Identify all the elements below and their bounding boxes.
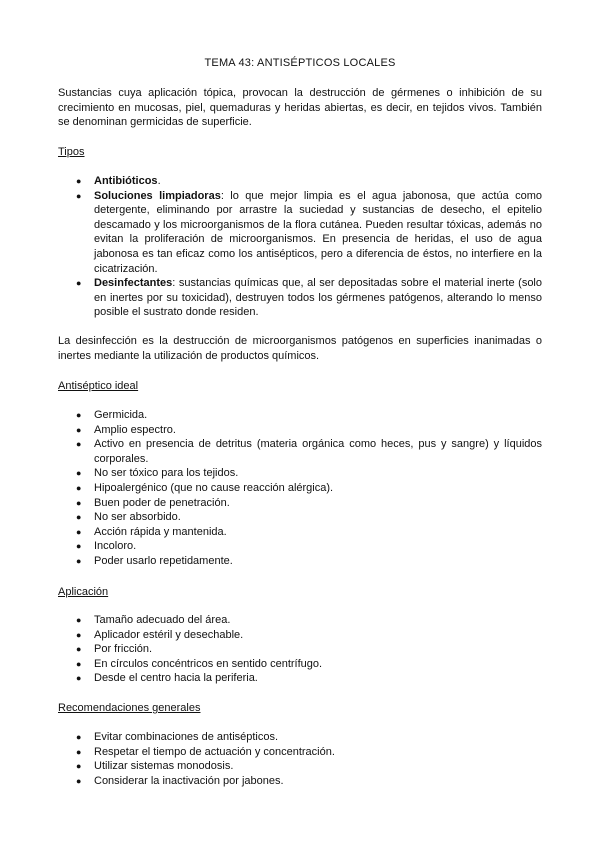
list-item — [58, 745, 542, 760]
bullet-icon: ● — [76, 424, 82, 435]
document-title: TEMA 43: ANTISÉPTICOS LOCALES — [204, 57, 396, 69]
list-item-text: Poder usarlo repetidamente. — [94, 554, 233, 567]
aplicacion-heading: Aplicación — [58, 586, 109, 598]
recomendaciones-list-block — [58, 730, 542, 788]
list-item-text: Hipoalergénico (que no cause reacción alérgica). — [94, 481, 334, 494]
list-item-text: Desde el centro hacia la periferia. — [94, 672, 258, 685]
list-item-text: En círculos concéntricos en sentido centrífugo. — [94, 657, 323, 670]
ideal-list-block — [58, 408, 542, 569]
list-item — [58, 408, 542, 423]
list-item-text: Considerar la inactivación por jabones. — [94, 774, 284, 787]
list-item — [58, 276, 542, 320]
list-item-text: Por fricción. — [94, 643, 153, 656]
list-item — [58, 481, 542, 496]
list-item-text: Activo en presencia de detritus (materia orgánica como heces, pus y sangre) y líquidos corporales. — [94, 438, 542, 465]
list-item — [58, 671, 542, 686]
desinfeccion-paragraph — [58, 334, 542, 363]
bullet-icon: ● — [76, 278, 82, 289]
list-item-text: Tamaño adecuado del área. — [94, 614, 231, 626]
bullet-icon: ● — [76, 761, 82, 772]
aplicacion-list-block — [58, 613, 542, 686]
list-item — [58, 774, 542, 789]
term-text: . — [157, 175, 161, 187]
list-item — [58, 539, 542, 554]
bullet-icon: ● — [76, 468, 82, 479]
list-item-text: Aplicador estéril y desechable. — [94, 628, 244, 641]
list-item — [58, 189, 542, 277]
ideal-section — [58, 379, 542, 394]
bullet-icon: ● — [76, 497, 82, 508]
bullet-icon: ● — [76, 629, 82, 640]
list-item — [58, 466, 542, 481]
bullet-icon: ● — [76, 512, 82, 523]
bullet-icon: ● — [76, 673, 82, 684]
bullet-icon: ● — [76, 410, 82, 420]
ideal-heading: Antiséptico ideal — [58, 380, 139, 392]
list-item-text: Incoloro. — [94, 540, 137, 553]
list-item-text: Acción rápida y mantenida. — [94, 525, 227, 538]
list-item — [58, 174, 542, 189]
list-item — [58, 554, 542, 569]
intro-text: Sustancias cuya aplicación tópica, provocan la destrucción de gérmenes o inhibición de su crecimiento en mucosas, piel, quemaduras y heridas abiertas, es decir, en tejidos vivos. También se denominan germicidas de superficie. — [58, 87, 542, 129]
bullet-icon: ● — [76, 746, 82, 757]
list-item-text: Respetar el tiempo de actuación y concentración. — [94, 745, 335, 758]
bullet-icon: ● — [76, 482, 82, 493]
bullet-icon: ● — [76, 439, 82, 450]
list-item — [58, 628, 542, 643]
aplicacion-list — [58, 613, 542, 686]
term-text: : sustancias químicas que, al ser depositadas sobre el material inerte (solo en inertes por su toxicidad), destruyen todos los gérmenes patógenos, alterando lo menso posible el sustrato donde residen. — [94, 277, 542, 319]
list-item-text: Buen poder de penetración. — [94, 496, 230, 509]
aplicacion-section — [58, 585, 542, 600]
list-item — [58, 496, 542, 511]
list-item — [58, 437, 542, 466]
bullet-icon: ● — [76, 775, 82, 786]
tipos-list-block — [58, 174, 542, 320]
list-item-text: Evitar combinaciones de antisépticos. — [94, 731, 279, 743]
intro-paragraph — [58, 86, 542, 130]
bullet-icon: ● — [76, 555, 82, 566]
list-item — [58, 642, 542, 657]
bullet-icon: ● — [76, 176, 82, 186]
list-item-text: Germicida. — [94, 409, 148, 421]
term-bold: Soluciones limpiadoras — [94, 189, 221, 202]
bullet-icon: ● — [76, 190, 82, 201]
list-item — [58, 657, 542, 672]
list-item — [58, 423, 542, 438]
desinfeccion-text: La desinfección es la destrucción de microorganismos patógenos en superficies inanimadas o inertes mediante la utilización de productos químicos. — [58, 335, 542, 362]
list-item-text: No ser tóxico para los tejidos. — [94, 467, 239, 480]
list-item-text: Utilizar sistemas monodosis. — [94, 760, 234, 773]
tipos-section — [58, 145, 542, 160]
list-item — [58, 510, 542, 525]
bullet-icon: ● — [76, 644, 82, 655]
recomendaciones-list — [58, 730, 542, 788]
list-item-text: No ser absorbido. — [94, 511, 181, 524]
term-text: : lo que mejor limpia es el agua jabonosa, que actúa como detergente, eliminando por arrastre la suciedad y sustancias de desecho, el epitelio descamado y los microorganismos de la flora cutánea. Pueden resultar tóxicas, además no evitan la proliferación de microorganismos. En presencia de heridas, el uso de agua jabonosa es tan eficaz como los antisépticos, pero a diferencia de éstos, no interfiere en la cicatrización. — [94, 189, 542, 275]
term-bold: Desinfectantes — [94, 277, 173, 290]
bullet-icon: ● — [76, 526, 82, 537]
tipos-heading: Tipos — [58, 146, 85, 158]
ideal-list — [58, 408, 542, 569]
list-item — [58, 613, 542, 628]
bullet-icon: ● — [76, 658, 82, 669]
list-item — [58, 759, 542, 774]
tipos-list — [58, 174, 542, 320]
bullet-icon: ● — [76, 732, 82, 742]
list-item-text: Amplio espectro. — [94, 423, 176, 436]
recomendaciones-heading: Recomendaciones generales — [58, 702, 201, 714]
recomendaciones-section — [58, 701, 542, 716]
list-item — [58, 730, 542, 745]
bullet-icon: ● — [76, 541, 82, 552]
bullet-icon: ● — [76, 615, 82, 625]
list-item — [58, 525, 542, 540]
term-bold: Antibióticos — [94, 175, 158, 187]
